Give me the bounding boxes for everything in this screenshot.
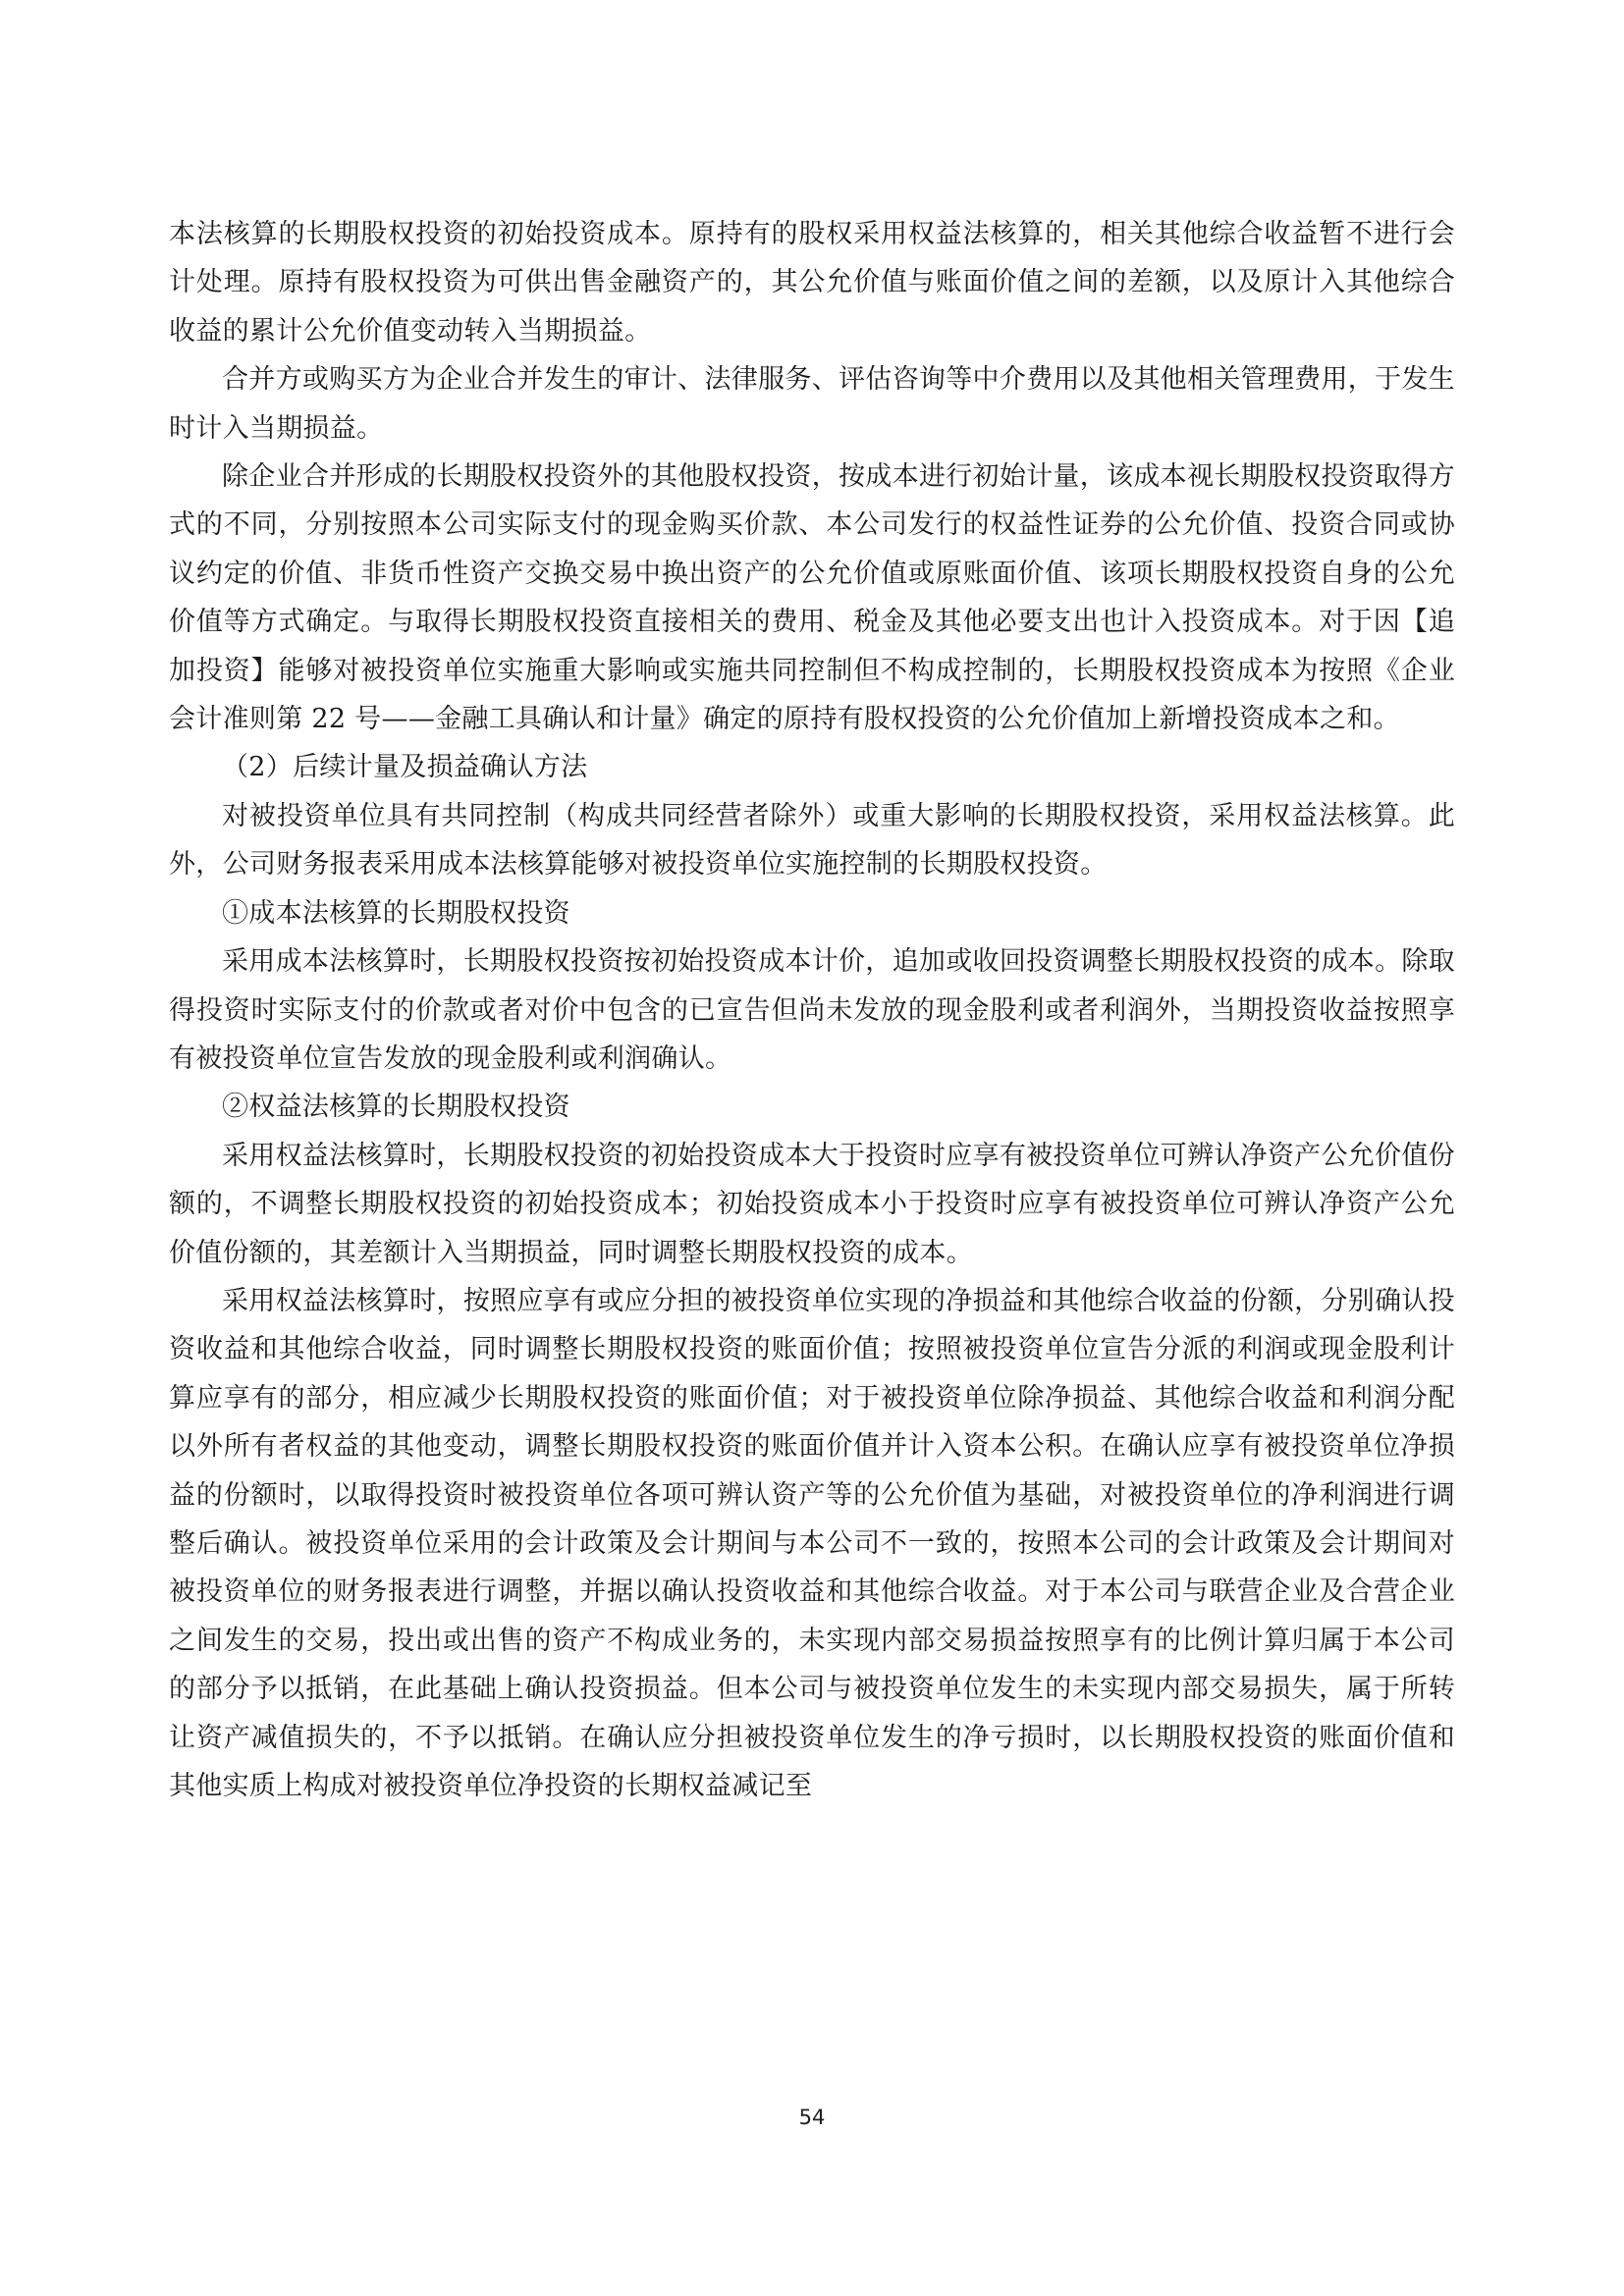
subsection-heading: ①成本法核算的长期股权投资 [222, 897, 570, 929]
section-heading: （2）后续计量及损益确认方法 [222, 752, 588, 783]
paragraph: 采用权益法核算时，长期股权投资的初始投资成本大于投资时应享有被投资单位可辨认净资产公允价值份额的，不调整长期股权投资的初始投资成本；初始投资成本小于投资时应享有被投资单位可辨认净资产公允价值份额的，其差额计入当期损益，同时调整长期股权投资的成本。 [169, 1140, 1455, 1268]
paragraph: 本法核算的长期股权投资的初始投资成本。原持有的股权采用权益法核算的，相关其他综合收益暂不进行会计处理。原持有股权投资为可供出售金融资产的，其公允价值与账面价值之间的差额，以及原计入其他综合收益的累计公允价值变动转入当期损益。 [169, 219, 1455, 347]
paragraph: 采用成本法核算时，长期股权投资按初始投资成本计价，追加或收回投资调整长期股权投资的成本。除取得投资时实际支付的价款或者对价中包含的已宣告但尚未发放的现金股利或者利润外，当期投资收益按照享有被投资单位宣告发放的现金股利或利润确认。 [169, 946, 1455, 1074]
subsection-heading: ②权益法核算的长期股权投资 [222, 1092, 570, 1123]
paragraph: 采用权益法核算时，按照应享有或应分担的被投资单位实现的净损益和其他综合收益的份额，分别确认投资收益和其他综合收益，同时调整长期股权投资的账面价值；按照被投资单位宣告分派的利润或现金股利计算应享有的部分，相应减少长期股权投资的账面价值；对于被投资单位除净损益、其他综合收益和利润分配以外所有者权益的其他变动，调整长期股权投资的账面价值并计入资本公积。在确认应享有被投资单位净损益的份额时，以取得投资时被投资单位各项可辨认资产等的公允价值为基础，对被投资单位的净利润进行调整后确认。被投资单位采用的会计政策及会计期间与本公司不一致的，按照本公司的会计政策及会计期间对被投资单位的财务报表进行调整，并据以确认投资收益和其他综合收益。对于本公司与联营企业及合营企业之间发生的交易，投出或出售的资产不构成业务的，未实现内部交易损益按照享有的比例计算归属于本公司的部分予以抵销，在此基础上确认投资损益。但本公司与被投资单位发生的未实现内部交易损失，属于所转让资产减值损失的，不予以抵销。在确认应分担被投资单位发生的净亏损时，以长期股权投资的账面价值和其他实质上构成对被投资单位净投资的长期权益减记至 [169, 1285, 1455, 1801]
paragraph: 除企业合并形成的长期股权投资外的其他股权投资，按成本进行初始计量，该成本视长期股权投资取得方式的不同，分别按照本公司实际支付的现金购买价款、本公司发行的权益性证券的公允价值、投资合同或协议约定的价值、非货币性资产交换交易中换出资产的公允价值或原账面价值、该项长期股权投资自身的公允价值等方式确定。与取得长期股权投资直接相关的费用、税金及其他必要支出也计入投资成本。对于因【追加投资】能够对被投资单位实施重大影响或实施共同控制但不构成控制的，长期股权投资成本为按照《企业会计准则第 22 号——金融工具确认和计量》确定的原持有股权投资的公允价值加上新增投资成本之和。 [169, 461, 1455, 735]
paragraph: 合并方或购买方为企业合并发生的审计、法律服务、评估咨询等中介费用以及其他相关管理费用，于发生时计入当期损益。 [169, 364, 1455, 444]
page-number: 54 [798, 2106, 826, 2129]
body-text [169, 210, 1455, 1810]
paragraph: 对被投资单位具有共同控制（构成共同经营者除外）或重大影响的长期股权投资，采用权益法核算。此外，公司财务报表采用成本法核算能够对被投资单位实施控制的长期股权投资。 [169, 800, 1455, 881]
